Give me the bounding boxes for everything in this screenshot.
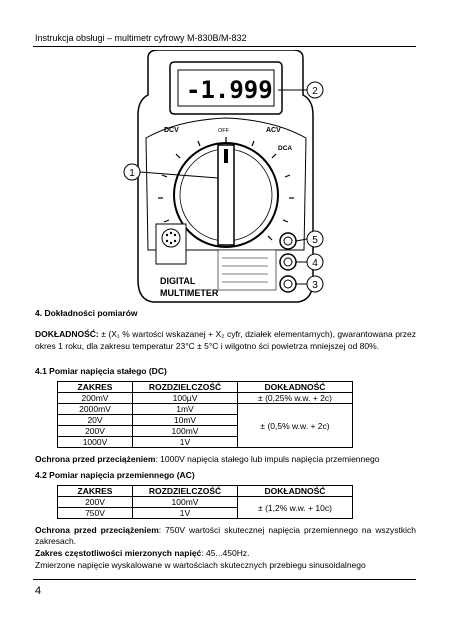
- table-cell: ± (0,25% w.w. + 2c): [238, 393, 353, 404]
- brand-multimeter: MULTIMETER: [160, 288, 219, 298]
- table-cell: 200mV: [58, 393, 133, 404]
- callout-4: 4: [312, 258, 318, 269]
- table-cell: 1V: [133, 508, 238, 519]
- dc-col-resolution: ROZDZIELCZOŚĆ: [133, 382, 238, 393]
- dial-label-dcv: DCV: [164, 127, 179, 134]
- dc-table-header: [58, 382, 353, 393]
- table-cell: 20V: [58, 415, 133, 426]
- ac-protection-note: [35, 525, 416, 547]
- accuracy-label: DOKŁADNOŚĆ:: [35, 329, 99, 339]
- callout-1: 1: [129, 168, 135, 179]
- section-4-heading: 4. Dokładności pomiarów: [35, 308, 138, 318]
- table-row: [58, 497, 353, 508]
- dc-heading: 4.1 Pomiar napięcia stałego (DC): [35, 366, 167, 376]
- table-cell: 10mV: [133, 415, 238, 426]
- footer-rule: [33, 579, 416, 580]
- table-cell: 100mV: [133, 426, 238, 437]
- dc-protection-note: [35, 454, 379, 464]
- table-cell: 1V: [133, 437, 238, 448]
- ac-frequency-label: Zakres częstotliwości mierzonych napięć: [35, 548, 202, 558]
- multimeter-figure: [118, 50, 333, 312]
- dc-protection-text: : 1000V napięcia stałego lub impuls napięcia przemiennego: [155, 454, 380, 464]
- ac-heading: 4.2 Pomiar napięcia przemiennego (AC): [35, 470, 195, 480]
- dc-protection-label: Ochrona przed przeciążeniem: [35, 454, 156, 464]
- ac-col-range: ZAKRES: [58, 486, 133, 497]
- callout-5: 5: [312, 235, 318, 246]
- ac-table-header: [58, 486, 353, 497]
- dc-table: [57, 381, 353, 448]
- table-cell: 2000mV: [58, 404, 133, 415]
- dial-label-acv: ACV: [266, 127, 281, 134]
- brand-digital: DIGITAL: [160, 276, 196, 286]
- table-cell: 1000V: [58, 437, 133, 448]
- table-cell: 750V: [58, 508, 133, 519]
- ac-frequency-text: : 45...450Hz.: [201, 548, 250, 558]
- table-cell: ± (0,5% w.w. + 2c): [238, 404, 353, 448]
- page-number: 4: [35, 585, 42, 597]
- accuracy-text: ± (X₁ % wartości wskazanej + X₂ cyfr, działek elementarnych), gwarantowana przez okres 1 roku, dla zakresu temperatur 23°C ± 5°C i wilgotno ści powietrza mniejszej od 80%.: [35, 329, 416, 351]
- ac-frequency-note: [35, 548, 250, 558]
- page-header: Instrukcja obsługi – multimetr cyfrowy M-830B/M-832: [35, 33, 247, 43]
- input-jacks: [280, 233, 296, 292]
- dial-label-off: OFF: [218, 128, 229, 134]
- table-cell: 1mV: [133, 404, 238, 415]
- table-row: [58, 404, 353, 415]
- table-cell: 100µV: [133, 393, 238, 404]
- dial-label-dca: DCA: [278, 145, 293, 152]
- callout-3: 3: [312, 280, 318, 291]
- dc-col-accuracy: DOKŁADNOŚĆ: [238, 382, 353, 393]
- table-cell: 200V: [58, 497, 133, 508]
- callout-2: 2: [312, 86, 318, 97]
- accuracy-paragraph: [35, 328, 416, 352]
- dc-col-range: ZAKRES: [58, 382, 133, 393]
- ac-measured-note: Zmierzone napięcie wyskalowane w wartościach skutecznych przebiegu sinusoidalnego: [35, 560, 366, 570]
- ac-table: [57, 485, 353, 519]
- header-rule: [33, 46, 416, 47]
- lcd-reading: -1.999: [186, 76, 273, 104]
- ac-col-resolution: ROZDZIELCZOŚĆ: [133, 486, 238, 497]
- ac-protection-text: : 750V wartości skutecznej napięcia przemiennego na wszystkich zakresach.: [35, 525, 417, 546]
- ac-col-accuracy: DOKŁADNOŚĆ: [238, 486, 353, 497]
- table-cell: 200V: [58, 426, 133, 437]
- ac-protection-label: Ochrona przed przeciążeniem: [35, 525, 159, 535]
- table-cell: 100mV: [133, 497, 238, 508]
- table-row: [58, 393, 353, 404]
- table-cell: ± (1,2% w.w. + 10c): [238, 497, 353, 519]
